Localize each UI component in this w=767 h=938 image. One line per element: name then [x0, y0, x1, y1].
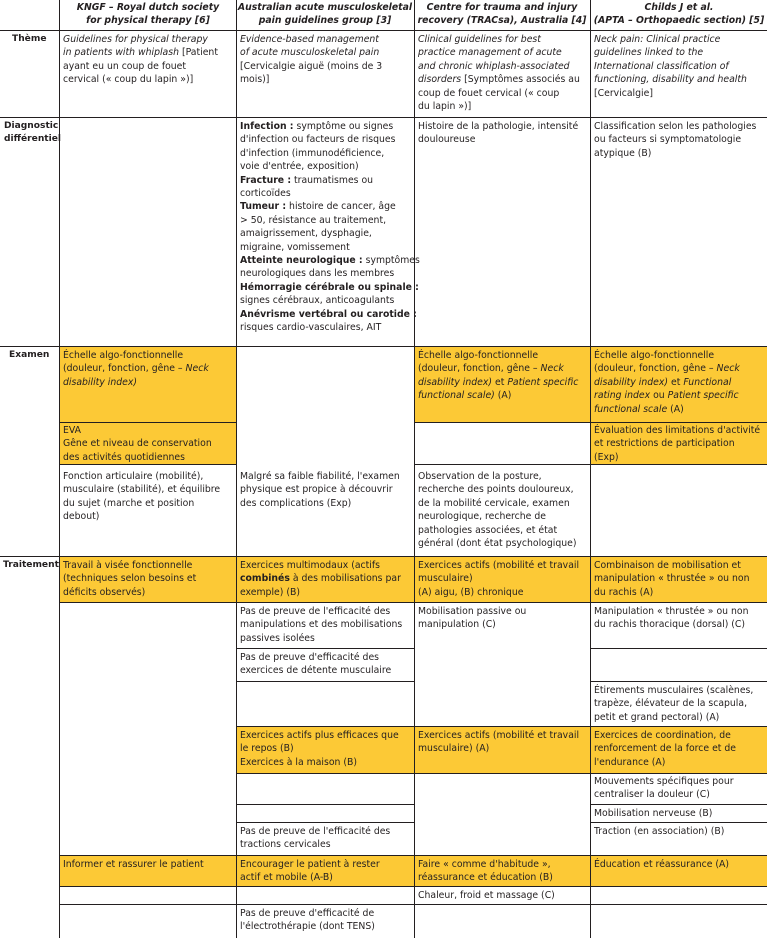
trait-aus-multimodal: Exercices multimodaux (actifs combinés à des mobilisations par exemple) (B): [240, 560, 401, 598]
trait-aus-electro: Pas de preuve d'efficacité de l'électrothérapie (dont TENS): [240, 908, 375, 933]
trait-childs-thoracic: Manipulation « thrustée » ou non du rachis thoracique (dorsal) (C): [594, 606, 749, 631]
diag-aus: Infection : symptôme ou signes d'infection ou facteurs de risques d'infection (immunodéficience, voie d'entrée, exposition) Fracture : traumatismes ou corticoïdes Tumeur : histoire de cancer, âge > 50, résistance au traitement, amaigrissement, dysphagie, migraine, vomissement Atteinte neurologique : symptômes neurologiques dans les membres Hémorragie cérébrale ou spinale : signes cérébraux, anticoagulants Anévrisme vertébral ou carotide : risques cardio-vasculaires, AIT: [240, 121, 420, 334]
cell-rule: [59, 855, 767, 856]
trait-aus-passive: Pas de preuve de l'efficacité des manipulations et des mobilisations passives isolées: [240, 606, 403, 644]
cell-rule: [59, 602, 767, 603]
exam-tracsa-scale: Échelle algo-fonctionnelle (douleur, fonction, gêne – Neck disability index) et Patient specific functional scale) (A): [418, 350, 579, 402]
exam-kngf-scale: Échelle algo-fonctionnelle (douleur, fonction, gêne – Neck disability index): [63, 350, 209, 388]
cell-rule: [59, 886, 767, 887]
col-header-aus: Australian acute musculoskeletal pain guidelines group [3]: [237, 2, 413, 27]
trait-childs-stretch: Étirements musculaires (scalènes, trapèze, élévateur de la scapula, petit et grand pectoral) (A): [594, 685, 754, 723]
exam-aus-physical: Malgré sa faible fiabilité, l'examen physique est propice à découvrir des complications (Exp): [240, 471, 400, 509]
cell-rule: [236, 773, 767, 774]
cell-rule: [236, 822, 414, 823]
diag-childs: Classification selon les pathologies ou facteurs si symptomatologie atypique (B): [594, 121, 757, 159]
exam-childs-limits: Évaluation des limitations d'activité et restrictions de participation (Exp): [594, 425, 761, 463]
exam-childs-scale: Échelle algo-fonctionnelle (douleur, fonction, gêne – Neck disability index) et Functional rating index ou Patient specific functional scale (A): [594, 350, 740, 415]
trait-aus-active: Exercices actifs plus efficaces que le repos (B) Exercices à la maison (B): [240, 730, 399, 768]
trait-childs-combination: Combinaison de mobilisation et manipulation « thrustée » ou non du rachis (A): [594, 560, 750, 598]
row-rule-theme: [0, 117, 767, 118]
trait-childs-coordination: Exercices de coordination, de renforcement de la force et de l'endurance (A): [594, 730, 737, 768]
trait-aus-relax: Pas de preuve d'efficacité des exercices de détente musculaire: [240, 652, 392, 677]
cell-rule: [590, 681, 767, 682]
theme-kngf: Guidelines for physical therapy in patients with whiplash [Patient ayant eu un coup de fouet cervical (« coup du lapin »)]: [63, 34, 218, 86]
trait-childs-centralise: Mouvements spécifiques pour centraliser la douleur (C): [594, 776, 734, 801]
row-rule-exam: [0, 556, 767, 557]
row-header-trait: Traitement: [3, 560, 59, 570]
theme-tracsa: Clinical guidelines for best practice management of acute and chronic whiplash-associated disorders [Symptômes associés au coup de fouet cervical (« coup du lapin »)]: [418, 34, 580, 113]
cell-rule: [59, 904, 767, 905]
trait-kngf-inform: Informer et rassurer le patient: [63, 859, 204, 870]
cell-rule: [590, 804, 767, 805]
col-header-childs: Childs J et al. (APTA – Orthopaedic section) [5]: [593, 2, 765, 27]
row-header-exam: Examen: [9, 350, 50, 360]
col-header-tracsa: Centre for trauma and injury recovery (TRACsa), Australia [4]: [417, 2, 587, 27]
cell-rule: [236, 681, 414, 682]
cell-rule: [59, 422, 236, 423]
row-rule-diag: [0, 346, 767, 347]
trait-childs-education: Éducation et réassurance (A): [594, 859, 729, 870]
trait-tracsa-active: Exercices actifs (mobilité et travail musculaire) (A) aigu, (B) chronique: [418, 560, 580, 598]
trait-aus-encourage: Encourager le patient à rester actif et mobile (A-B): [240, 859, 380, 884]
cell-rule: [236, 804, 414, 805]
cell-rule: [590, 648, 767, 649]
diag-tracsa: Histoire de la pathologie, intensité douloureuse: [418, 121, 579, 146]
exam-tracsa-observation: Observation de la posture, recherche des points douloureux, de la mobilité cervicale, examen neurologique, recherche de pathologies associées, et état général (dont état psychologique): [418, 471, 577, 550]
cell-rule: [236, 726, 767, 727]
theme-aus: Evidence-based management of acute musculoskeletal pain [Cervicalgie aiguë (moins de 3 mois)]: [240, 34, 383, 86]
col-rule-2: [236, 0, 237, 938]
trait-aus-traction: Pas de preuve de l'efficacité des tractions cervicales: [240, 826, 391, 851]
cell-rule: [414, 422, 767, 423]
trait-childs-nerve: Mobilisation nerveuse (B): [594, 808, 713, 819]
row-header-diag: Diagnostic différentiel: [4, 121, 62, 145]
exam-kngf-eva: EVA Gêne et niveau de conservation des activités quotidiennes: [63, 425, 212, 463]
trait-tracsa-usual: Faire « comme d'habitude », réassurance et éducation (B): [418, 859, 553, 884]
trait-childs-traction: Traction (en association) (B): [594, 826, 725, 837]
exam-kngf-function: Fonction articulaire (mobilité), musculaire (stabilité), et équilibre du sujet (marche et position debout): [63, 471, 221, 523]
theme-childs: Neck pain: Clinical practice guidelines linked to the International classification of functioning, disability and health [Cervicalgie]: [594, 34, 747, 99]
row-rule-header: [0, 30, 767, 31]
trait-tracsa-heat: Chaleur, froid et massage (C): [418, 890, 555, 901]
trait-tracsa-active-a: Exercices actifs (mobilité et travail musculaire) (A): [418, 730, 580, 755]
cell-rule: [590, 822, 767, 823]
col-header-kngf: KNGF – Royal dutch society for physical therapy [6]: [76, 2, 220, 27]
col-rule-4: [590, 0, 591, 938]
row-header-theme: Thème: [12, 34, 47, 44]
trait-kngf-functional: Travail à visée fonctionnelle (techniques selon besoins et déficits observés): [63, 560, 197, 598]
trait-tracsa-passive: Mobilisation passive ou manipulation (C): [418, 606, 527, 631]
cell-rule: [236, 648, 414, 649]
